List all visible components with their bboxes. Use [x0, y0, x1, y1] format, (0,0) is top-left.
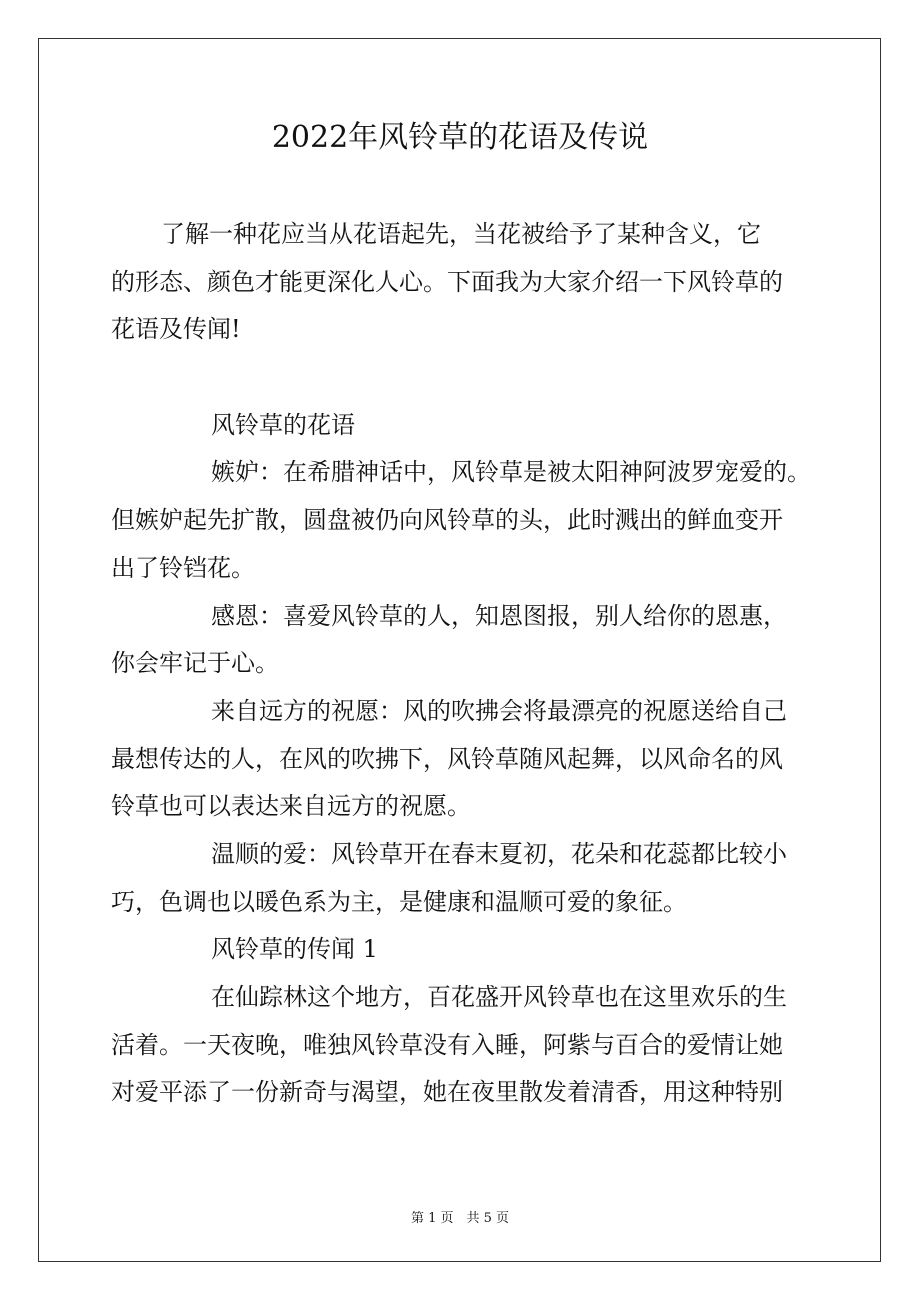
text-line: 花语及传闻!	[111, 315, 241, 344]
text-line: 的形态、颜色才能更深化人心。下面我为大家介绍一下风铃草的	[111, 267, 783, 296]
text-line: 风铃草的花语	[211, 410, 355, 439]
page-footer: 第 1 页 共 5 页	[410, 1211, 510, 1226]
blank-line	[111, 354, 831, 402]
document-title: 2022年风铃草的花语及传说	[271, 120, 649, 155]
text-line: 来自远方的祝愿：风的吹拂会将最漂亮的祝愿送给自己	[211, 696, 787, 725]
text-line: 活着。一天夜晚，唯独风铃草没有入睡，阿紫与百合的爱情让她	[111, 1030, 783, 1059]
text-line: 在仙踪林这个地方，百花盛开风铃草也在这里欢乐的生	[211, 983, 787, 1011]
text-line: 铃草也可以表达来自远方的祝愿。	[111, 792, 471, 821]
text-line: 嫉妒：在希腊神话中，风铃草是被太阳神阿波罗宠爱的。	[211, 458, 811, 487]
text-line: 但嫉妒起先扩散，圆盘被仍向风铃草的头，此时溅出的鲜血变开	[111, 506, 783, 535]
text-line: 温顺的爱：风铃草开在春末夏初，花朵和花蕊都比较小	[211, 839, 787, 868]
text-line: 你会牢记于心。	[111, 649, 279, 678]
text-line: 巧，色调也以暖色系为主，是健康和温顺可爱的象征。	[111, 887, 687, 916]
text-line: 感恩：喜爱风铃草的人，知恩图报，别人给你的恩惠，	[211, 601, 787, 630]
text-line: 出了铃铛花。	[111, 553, 255, 582]
text-line: 最想传达的人，在风的吹拂下，风铃草随风起舞，以风命名的风	[111, 744, 783, 773]
document-body	[111, 211, 831, 1117]
text-line: 风铃草的传闻 1	[211, 935, 378, 964]
text-line: 了解一种花应当从花语起先，当花被给予了某种含义，它	[161, 220, 761, 248]
text-line: 对爱平添了一份新奇与渴望，她在夜里散发着清香，用这种特别	[111, 1078, 783, 1107]
